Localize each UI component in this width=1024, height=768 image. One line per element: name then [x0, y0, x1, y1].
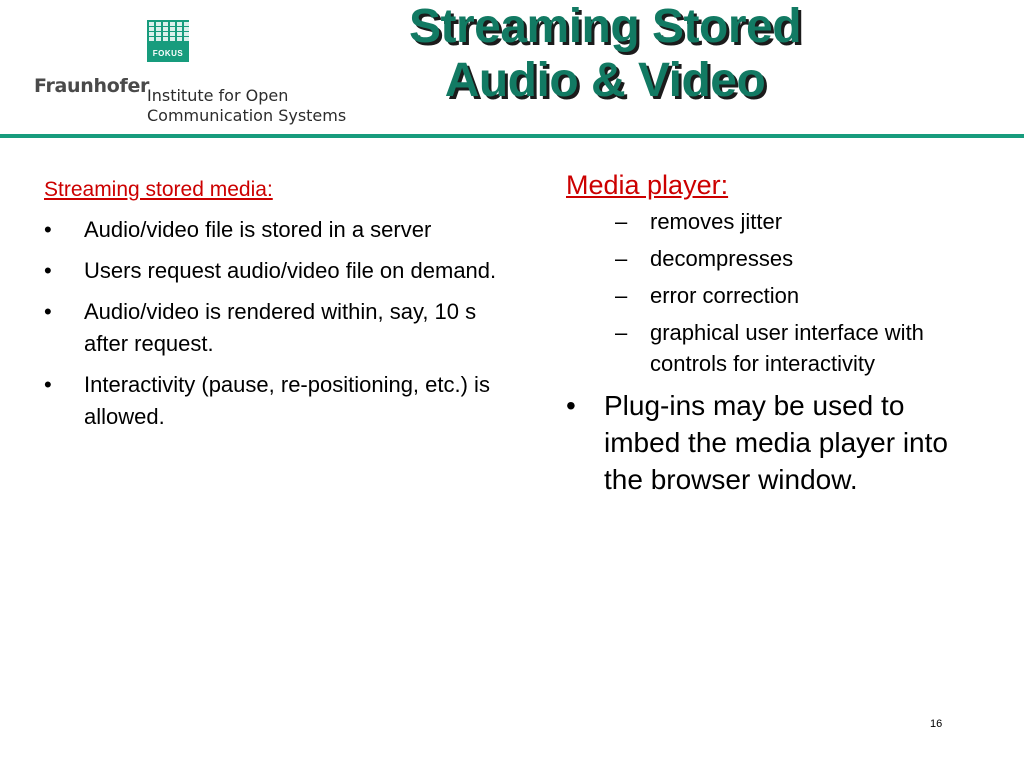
logo-grid-pattern	[147, 20, 189, 42]
logo-grid-cell	[163, 22, 168, 26]
dash-icon: –	[615, 283, 628, 308]
page-number: 16	[930, 718, 943, 730]
logo-grid-cell	[149, 37, 154, 41]
title-line: Audio & Video	[444, 54, 766, 107]
logo-grid-cell	[177, 37, 182, 41]
right-bullet-list	[566, 387, 986, 498]
logo-grid-cell	[156, 37, 161, 41]
list-item-text: removes jitter	[650, 209, 783, 234]
logo-grid-cell	[170, 37, 175, 41]
list-item-text: decompresses	[650, 246, 794, 271]
bullet-icon: •	[44, 217, 52, 242]
media-player-sublist	[566, 206, 986, 379]
logo-grid-cell	[149, 22, 154, 26]
logo-grid-cell	[184, 22, 189, 26]
list-item-text: Users request audio/video file on demand.	[84, 258, 497, 283]
header-divider	[0, 134, 1024, 138]
list-item-text: graphical user interface with controls for interactivity	[650, 320, 924, 376]
logo-badge-text: FOKUS	[152, 49, 184, 58]
logo-grid-cell	[149, 32, 154, 36]
brand-name: Fraunhofer	[34, 75, 150, 97]
institute-line: Communication Systems	[147, 106, 347, 125]
logo-grid-cell	[184, 27, 189, 31]
logo-grid-cell	[170, 22, 175, 26]
bullet-icon: •	[44, 299, 52, 324]
slide-title	[340, 0, 870, 108]
list-item	[566, 387, 986, 498]
logo-grid-cell	[163, 32, 168, 36]
fokus-logo	[147, 20, 189, 62]
logo-grid-cell	[170, 32, 175, 36]
institute-name	[147, 86, 367, 126]
logo-grid-cell	[184, 32, 189, 36]
bullet-icon: •	[44, 372, 52, 397]
logo-grid-cell	[163, 27, 168, 31]
list-item	[566, 206, 986, 237]
list-item	[566, 317, 986, 379]
list-item	[44, 255, 514, 287]
list-item	[44, 369, 514, 433]
list-item-text: Audio/video is rendered within, say, 10 s after request.	[84, 299, 477, 356]
logo-grid-cell	[163, 37, 168, 41]
logo-grid-cell	[184, 37, 189, 41]
bullet-icon: •	[44, 258, 52, 283]
left-heading: Streaming stored media:	[44, 178, 273, 201]
list-item-text: Plug-ins may be used to imbed the media player into the browser window.	[604, 390, 948, 495]
title-line: Streaming Stored	[408, 0, 802, 53]
dash-icon: –	[615, 320, 628, 345]
left-bullet-list	[44, 214, 514, 433]
list-item	[566, 280, 986, 311]
logo-grid-cell	[156, 27, 161, 31]
logo-grid-cell	[177, 27, 182, 31]
logo-grid-cell	[177, 32, 182, 36]
list-item-text: error correction	[650, 283, 800, 308]
list-item	[44, 214, 514, 246]
dash-icon: –	[615, 209, 628, 234]
right-column	[566, 168, 986, 498]
logo-grid-cell	[177, 22, 182, 26]
bullet-icon: •	[566, 390, 576, 421]
list-item	[44, 296, 514, 360]
left-column	[44, 176, 514, 442]
list-item-text: Interactivity (pause, re-positioning, etc.) is allowed.	[84, 372, 490, 429]
right-heading: Media player:	[566, 170, 729, 200]
list-item-text: Audio/video file is stored in a server	[84, 217, 432, 242]
logo-grid-cell	[170, 27, 175, 31]
logo-grid-cell	[149, 27, 154, 31]
logo-grid-cell	[156, 32, 161, 36]
dash-icon: –	[615, 246, 628, 271]
logo-grid-cell	[156, 22, 161, 26]
list-item	[566, 243, 986, 274]
institute-line: Institute for Open	[147, 86, 289, 105]
